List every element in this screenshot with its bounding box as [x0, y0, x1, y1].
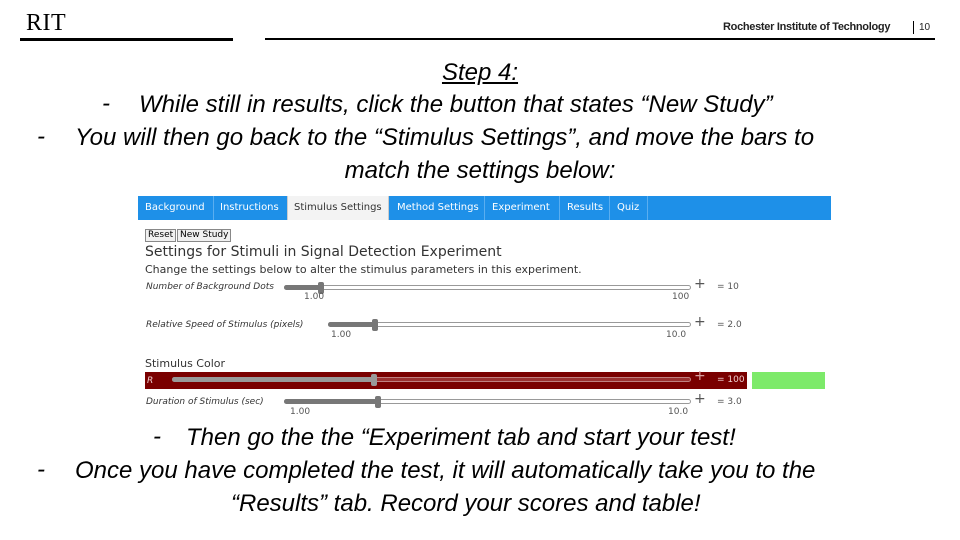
tab-instructions[interactable]: Instructions: [220, 202, 279, 213]
instruction-line-1: While still in results, click the button that states “New Study”: [139, 91, 773, 118]
tick-max: 10.0: [666, 330, 687, 340]
tick-max: 100: [672, 292, 690, 302]
rit-logo: RIT: [26, 10, 67, 36]
tab-divider: [647, 196, 648, 220]
slider-label: Duration of Stimulus (sec): [146, 397, 264, 407]
stimulus-color-heading: Stimulus Color: [145, 357, 226, 370]
page-separator: [913, 21, 914, 34]
tab-method-settings[interactable]: Method Settings: [397, 202, 479, 213]
plus-icon[interactable]: +: [694, 314, 706, 330]
background-dots-track[interactable]: [284, 285, 691, 290]
header-rule-left: [20, 38, 233, 41]
stimulus-settings-screenshot: [138, 186, 831, 424]
tab-stimulus-settings[interactable]: Stimulus Settings: [287, 196, 389, 220]
tick-min: 1.00: [304, 292, 325, 302]
tick-min: 1.00: [331, 330, 352, 340]
slider-label: Number of Background Dots: [146, 282, 274, 292]
tab-divider: [484, 196, 485, 220]
new-study-button[interactable]: New Study: [177, 229, 231, 242]
step-title: Step 4:: [441, 59, 519, 86]
duration-fill: [284, 399, 378, 404]
tab-bar: [138, 196, 831, 220]
red-channel-label: R: [147, 376, 154, 386]
tab-results[interactable]: Results: [567, 202, 604, 213]
tab-experiment[interactable]: Experiment: [492, 202, 550, 213]
bullet-dash: -: [37, 123, 45, 150]
tab-background[interactable]: Background: [145, 202, 205, 213]
instruction-line-4: Then go the the “Experiment tab and start your test!: [186, 424, 736, 451]
plus-icon[interactable]: +: [694, 276, 706, 292]
red-channel-fill: [172, 377, 374, 382]
background-dots-value: = 10: [717, 282, 739, 292]
plus-icon[interactable]: +: [694, 391, 706, 407]
tab-divider: [609, 196, 610, 220]
speed-fill: [328, 322, 375, 327]
tick-min: 1.00: [290, 407, 311, 417]
instruction-line-6: “Results” tab. Record your scores and table!: [231, 490, 701, 517]
speed-track[interactable]: [328, 322, 691, 327]
bullet-dash: -: [153, 423, 161, 450]
speed-handle[interactable]: [372, 319, 378, 331]
slider-label: Relative Speed of Stimulus (pixels): [146, 320, 304, 330]
bullet-dash: -: [102, 90, 110, 117]
bullet-dash: -: [37, 456, 45, 483]
settings-title: Settings for Stimuli in Signal Detection Experiment: [145, 244, 502, 260]
background-dots-fill: [284, 285, 321, 290]
screenshot-top-strip: [138, 186, 831, 196]
red-channel-handle[interactable]: [371, 374, 377, 386]
red-channel-value: = 100: [717, 375, 745, 385]
plus-icon[interactable]: +: [694, 368, 706, 384]
instruction-line-2: You will then go back to the “Stimulus Settings”, and move the bars to: [75, 124, 815, 151]
page-number: 10: [919, 22, 931, 33]
instruction-line-3: match the settings below:: [344, 157, 616, 184]
instruction-line-5: Once you have completed the test, it will automatically take you to the: [75, 457, 816, 484]
settings-description: Change the settings below to alter the stimulus parameters in this experiment.: [145, 263, 582, 276]
reset-button[interactable]: Reset: [145, 229, 176, 242]
duration-value: = 3.0: [717, 397, 742, 407]
tick-max: 10.0: [668, 407, 689, 417]
speed-value: = 2.0: [717, 320, 742, 330]
tab-divider: [559, 196, 560, 220]
duration-handle[interactable]: [375, 396, 381, 408]
tab-quiz[interactable]: Quiz: [617, 202, 640, 213]
color-preview-swatch: [752, 372, 825, 389]
header-rule-right: [265, 38, 935, 40]
institution-name: Rochester Institute of Technology: [723, 21, 891, 33]
